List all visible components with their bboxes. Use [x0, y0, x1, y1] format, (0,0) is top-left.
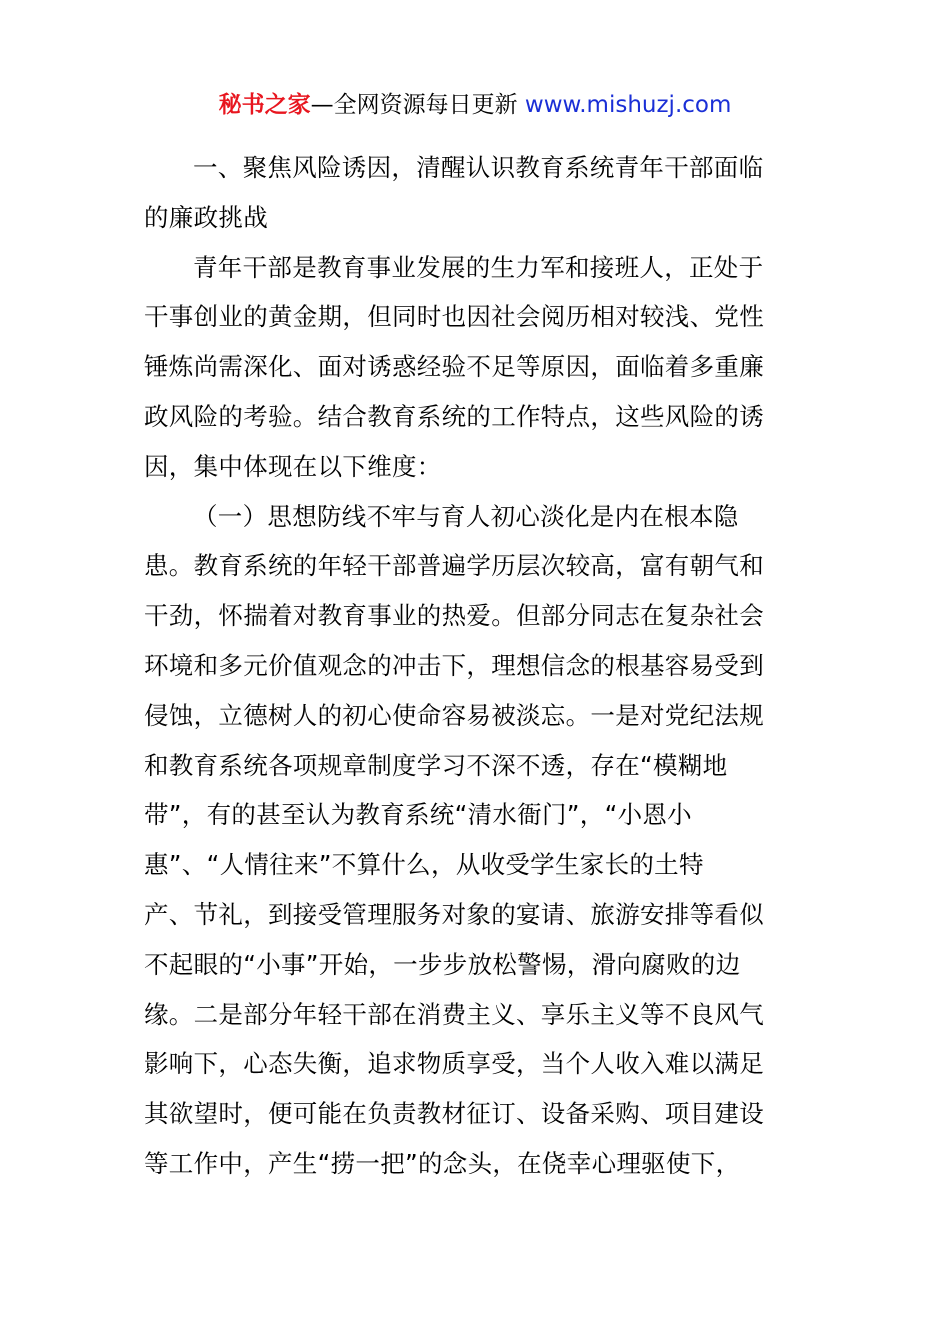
- document-body: [144, 143, 806, 1189]
- text-line: 一、聚焦风险诱因，清醒认识教育系统青年干部面临: [193, 153, 764, 182]
- text-line: 干劲，怀揣着对教育事业的热爱。但部分同志在复杂社会: [144, 601, 764, 631]
- header-url-link[interactable]: www.mishuzj.com: [524, 92, 732, 118]
- text-line: 缘。二是部分年轻干部在消费主义、享乐主义等不良风气: [144, 999, 764, 1029]
- text-line: 不起眼的“小事”开始，一步步放松警惕，滑向腐败的边: [144, 949, 741, 979]
- text-line: 锤炼尚需深化、面对诱惑经验不足等原因，面临着多重廉: [144, 352, 764, 382]
- text-line: 侵蚀，立德树人的初心使命容易被淡忘。一是对党纪法规: [144, 700, 764, 730]
- header-brand: 秘书之家: [218, 92, 311, 118]
- paragraph-subsection-1: [144, 492, 806, 1189]
- text-line: 干事创业的黄金期，但同时也因社会阅历相对较浅、党性: [144, 302, 764, 332]
- text-line: 因，集中体现在以下维度：: [144, 451, 442, 481]
- paragraph-intro: [144, 243, 806, 492]
- text-line: 影响下，心态失衡，追求物质享受，当个人收入难以满足: [144, 1049, 764, 1079]
- text-line: 患。教育系统的年轻干部普遍学历层次较高，富有朝气和: [144, 551, 764, 581]
- text-line: 产、节礼，到接受管理服务对象的宴请、旅游安排等看似: [144, 899, 764, 929]
- page-header: [0, 88, 950, 122]
- text-line: 的廉政挑战: [144, 202, 268, 232]
- text-line: 青年干部是教育事业发展的生力军和接班人，正处于: [193, 252, 764, 282]
- text-line: 等工作中，产生“捞一把”的念头，在侥幸心理驱使下，: [144, 1148, 741, 1178]
- text-line: 带”，有的甚至认为教育系统“清水衙门”，“小恩小: [144, 800, 692, 830]
- text-line: （一）思想防线不牢与育人初心淡化是内在根本隐: [193, 501, 739, 531]
- header-tagline: —全网资源每日更新: [310, 92, 525, 118]
- section-heading: [144, 143, 806, 243]
- text-line: 政风险的考验。结合教育系统的工作特点，这些风险的诱: [144, 401, 764, 431]
- text-line: 惠”、“人情往来”不算什么，从收受学生家长的土特: [144, 850, 704, 880]
- text-line: 和教育系统各项规章制度学习不深不透，存在“模糊地: [144, 750, 728, 780]
- text-line: 环境和多元价值观念的冲击下，理想信念的根基容易受到: [144, 650, 764, 680]
- text-line: 其欲望时，便可能在负责教材征订、设备采购、项目建设: [144, 1099, 764, 1129]
